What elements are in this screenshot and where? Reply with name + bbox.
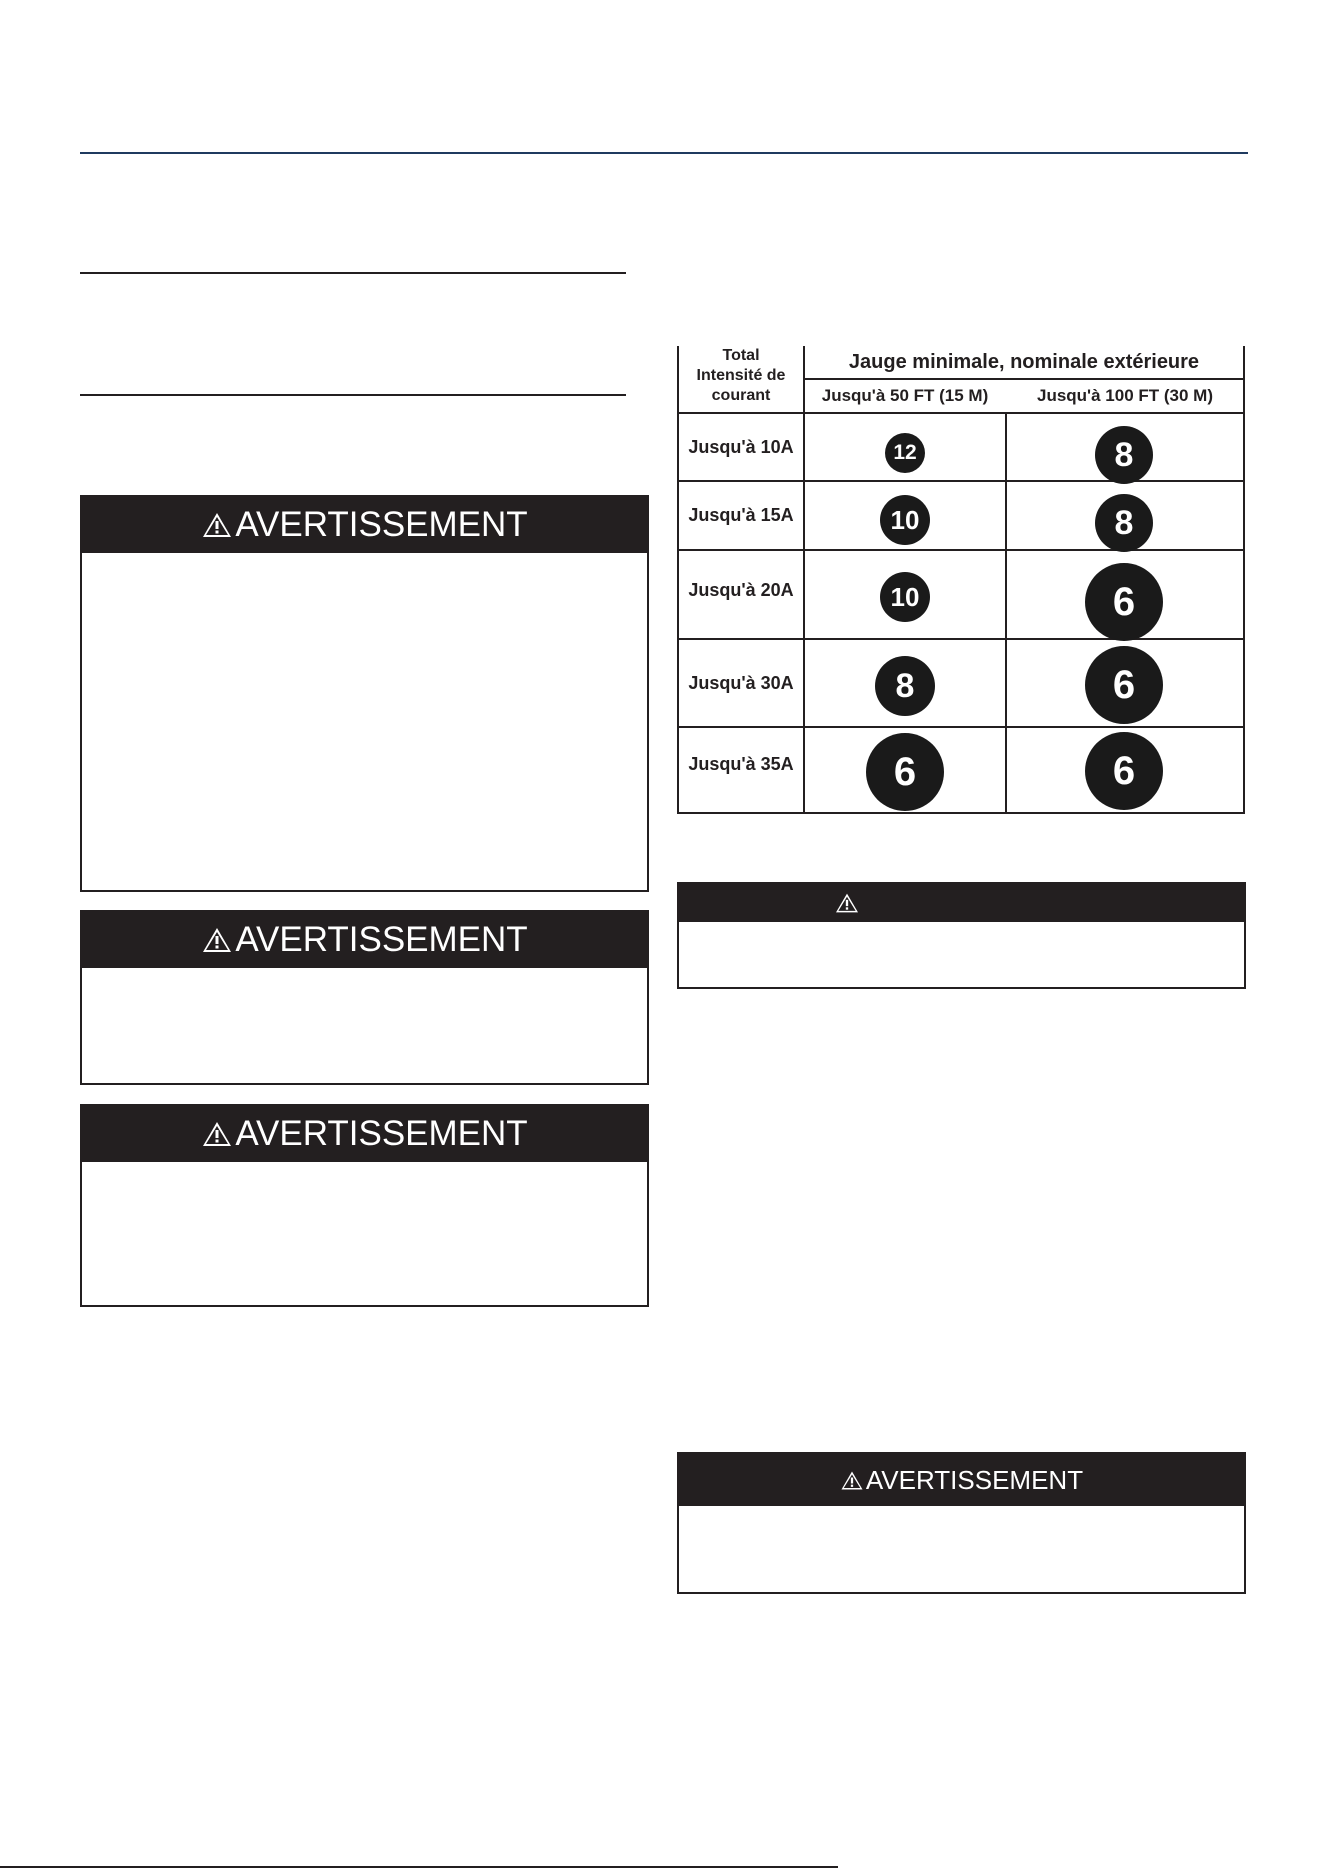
warning-triangle-icon — [201, 1120, 233, 1148]
gauge-badge: 8 — [1095, 494, 1153, 552]
warning-title-2: AVERTISSEMENT — [235, 920, 528, 959]
gauge-badge: 10 — [880, 572, 930, 622]
warning-triangle-icon — [201, 511, 233, 539]
header-total: Total — [722, 347, 760, 364]
header-current: courant — [711, 387, 771, 404]
section-rule-1 — [80, 272, 626, 274]
caution-box — [677, 882, 1246, 989]
warning-title-1: AVERTISSEMENT — [235, 505, 528, 544]
warning-header-4 — [679, 1454, 1244, 1506]
footer-rule — [0, 1866, 838, 1868]
section-rule-2 — [80, 394, 626, 396]
header-intensity: Intensité de — [696, 367, 786, 384]
warning-header-1 — [82, 497, 647, 553]
row-label-35a: Jusqu'à 35A — [688, 753, 794, 774]
row-label-10a: Jusqu'à 10A — [688, 436, 794, 457]
gauge-badge: 6 — [1085, 646, 1163, 724]
gauge-badge: 12 — [885, 433, 925, 473]
row-label-30a: Jusqu'à 30A — [688, 672, 794, 693]
row-label-20a: Jusqu'à 20A — [688, 579, 794, 600]
header-rule — [80, 152, 1248, 154]
warning-header-3 — [82, 1106, 647, 1162]
gauge-badge: 6 — [1085, 563, 1163, 641]
gauge-badge: 8 — [1095, 426, 1153, 484]
header-min-gauge: Jauge minimale, nominale extérieure — [848, 351, 1200, 373]
warning-triangle-icon — [201, 926, 233, 954]
warning-box-3 — [80, 1104, 649, 1307]
row-label-15a: Jusqu'à 15A — [688, 505, 794, 525]
gauge-badge: 6 — [866, 733, 944, 811]
gauge-badge: 8 — [875, 656, 935, 716]
warning-header-2 — [82, 912, 647, 968]
warning-title-3: AVERTISSEMENT — [235, 1114, 528, 1153]
extension-cord-gauge-table — [677, 346, 1245, 814]
caution-header — [679, 884, 1244, 922]
header-total-current — [679, 346, 803, 406]
gauge-badge: 10 — [880, 495, 930, 545]
header-col-50ft: Jusqu'à 50 FT (15 M) — [821, 386, 989, 405]
warning-box-2 — [80, 910, 649, 1085]
warning-box-4 — [677, 1452, 1246, 1594]
gauge-badge: 6 — [1085, 732, 1163, 810]
header-col-100ft: Jusqu'à 100 FT (30 M) — [1037, 386, 1213, 405]
warning-title-4: AVERTISSEMENT — [865, 1464, 1084, 1495]
warning-triangle-icon — [840, 1470, 864, 1491]
warning-box-1 — [80, 495, 649, 892]
warning-triangle-icon — [834, 892, 860, 914]
